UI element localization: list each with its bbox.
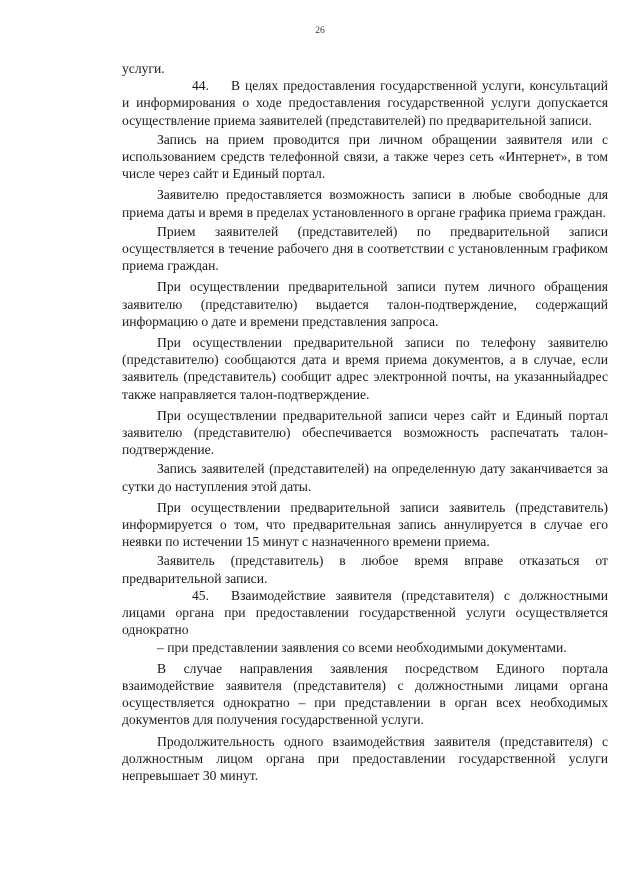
paragraph: В случае направления заявления посредством Единого портала взаимодействие заявителя (представителя) с должностными лицами органа осуществляется однократно – при представлении в орган всех необходимых документов для получения государственной услуги. <box>122 660 608 728</box>
item-number-44: 44. <box>192 78 209 94</box>
paragraph: Заявитель (представитель) в любое время вправе отказаться от предварительной записи. <box>122 553 608 586</box>
document-body <box>122 60 608 784</box>
paragraph: При осуществлении предварительной записи по телефону заявителю (представителю) сообщаются дата и время приема документов, а в случае, если заявитель (представитель) сообщит адрес электронной почты, на указанныйадрес также направляется талон-подтверждение. <box>122 335 608 402</box>
item-number-45: 45. <box>192 587 209 603</box>
paragraph: При осуществлении предварительной записи заявитель (представитель) информируется о том, что предварительная запись аннулируется в случае его неявки по истечении 15 минут с назначенного времени приема. <box>122 499 608 550</box>
paragraph: Продолжительность одного взаимодействия заявителя (представителя) с должностным лицом органа при предоставлении государственной услуги непревышает 30 минут. <box>122 733 608 783</box>
paragraph: – при представлении заявления со всеми необходимыми документами. <box>157 639 567 655</box>
paragraph: Заявителю предоставляется возможность записи в любые свободные для приема даты и время в пределах установленного в органе графика приема граждан. <box>122 187 608 220</box>
paragraph: При осуществлении предварительной записи путем личного обращения заявителю (представителю) выдается талон-подтверждение, содержащий информацию о дате и времени представления запроса. <box>122 279 608 329</box>
paragraph-44: 44. В целях предоставления государственной услуги, консультаций и информирования о ходе предоставления государственной услуги допускается осуществление приема заявителей (представителей) по предварительной записи. <box>122 78 608 128</box>
paragraph-45: 45. Взаимодействие заявителя (представителя) с должностными лицами органа при предоставлении государственной услуги осуществляется однократно <box>122 587 608 638</box>
paragraph: Запись на прием проводится при личном обращении заявителя или с использованием средств телефонной связи, а также через сеть «Интернет», в том числе через сайт и Единый портал. <box>122 131 608 182</box>
paragraph: При осуществлении предварительной записи через сайт и Единый портал заявителю (представителю) обеспечивается возможность распечатать талон- подтверждение. <box>122 407 608 458</box>
paragraph: Прием заявителей (представителей) по предварительной записи осуществляется в течение рабочего дня в соответствии с установленным графиком приема граждан. <box>122 223 608 274</box>
page-number: 26 <box>315 26 325 36</box>
paragraph-continuation: услуги. <box>122 61 165 76</box>
paragraph: Запись заявителей (представителей) на определенную дату заканчивается за сутки до наступления этой даты. <box>122 461 608 494</box>
